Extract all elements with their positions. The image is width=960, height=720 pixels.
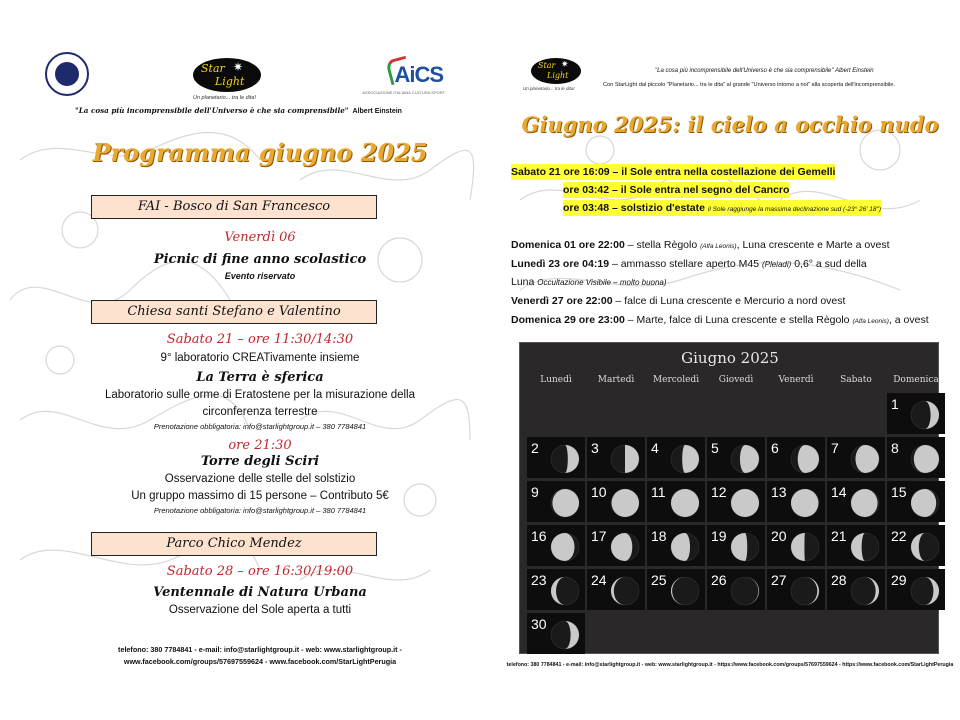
calendar-day [587,481,645,522]
calendar-day [827,437,885,478]
day-number: 17 [591,528,607,544]
weekday-header: Mercoledì [652,375,700,385]
starlight-tagline: Un planetario... tra le dita! [193,95,256,101]
weekday-header: Venerdì [778,375,814,385]
day-number: 28 [831,572,847,588]
day-number: 25 [651,572,667,588]
day-number: 11 [651,484,666,500]
venue-fai: FAI - Bosco di San Francesco [91,195,377,219]
moon-phase-icon [670,532,700,562]
moon-phase-icon [550,576,580,606]
highlight-sun-cancro: ore 03:42 – il Sole entra nel segno del Cancro [563,184,790,196]
sky-event-2: Lunedì 23 ore 04:19 – ammasso stellare aperto M45 (Pleiadi) 0,6° a sud della [511,258,867,270]
moon-phase-icon [790,532,820,562]
event1-subtitle: Evento riservato [224,271,296,281]
moon-phase-icon [910,400,940,430]
calendar-day [707,481,765,522]
event2-heading: 9° laboratorio CREATivamente insieme [160,352,360,364]
day-number: 8 [891,440,899,456]
event4-title: Ventennale di Natura Urbana [153,585,367,600]
calendar-day [887,569,945,610]
moon-phase-icon [610,532,640,562]
uai-logo [45,52,89,96]
calendar-day [887,481,945,522]
moon-phase-icon [550,488,580,518]
calendar-day [767,569,825,610]
moon-phase-icon [550,620,580,650]
moon-phase-icon [730,444,760,474]
day-number: 21 [831,528,847,544]
day-number: 12 [711,484,727,500]
calendar-day [767,481,825,522]
day-number: 9 [531,484,539,500]
aics-tagline: ASSOCIAZIONE ITALIANA CULTURA SPORT [362,90,445,95]
highlight-solstice: ore 03:48 – solstizio d'estate il Sole raggiunge la massima declinazione sud (-23° 26' 18") [563,202,881,214]
moon-phase-icon [910,488,940,518]
calendar-day [587,437,645,478]
weekday-header: Domenica [893,375,939,385]
calendar-day [887,525,945,566]
event2-text1: Laboratorio sulle orme di Eratostene per la misurazione della [104,389,416,401]
event4-text: Osservazione del Sole aperta a tutti [168,604,352,616]
calendar-day [527,481,585,522]
program-title: Programma giugno 2025 [92,138,428,167]
weekday-header: Lunedì [540,375,572,385]
day-number: 6 [771,440,779,456]
sky-event-3: Venerdì 27 ore 22:00 – falce di Luna crescente e Mercurio a nord ovest [511,295,846,307]
moon-phase-icon [610,444,640,474]
day-number: 19 [711,528,727,544]
calendar-day [527,613,585,654]
event2-booking-note: Prenotazione obbligatoria: info@starlightgroup.it – 380 7784841 [153,422,367,431]
moon-phase-icon [550,444,580,474]
calendar-day [767,437,825,478]
moon-phase-icon [550,532,580,562]
day-number: 26 [711,572,727,588]
day-number: 29 [891,572,907,588]
calendar-day [527,569,585,610]
starlight-tagline-small: Un planetario... tra le dita! [523,86,575,91]
star-icon: ✷ [561,59,569,69]
calendar-day [707,437,765,478]
day-number: 27 [771,572,787,588]
moon-phase-icon [670,488,700,518]
day-number: 22 [891,528,907,544]
day-number: 24 [591,572,607,588]
day-number: 3 [591,440,599,456]
day-number: 14 [831,484,847,500]
event2-text2: circonferenza terrestre [202,406,318,418]
moon-phase-icon [790,576,820,606]
einstein-quote-small: "La cosa più incomprensibile dell'Universo è che sia comprensibile" Albert Einstein [655,68,874,74]
left-flyer [45,40,475,680]
day-number: 18 [651,528,667,544]
day-number: 7 [831,440,839,456]
event2-title: La Terra è sferica [196,370,324,385]
calendar-day [827,525,885,566]
moon-phase-icon [910,444,940,474]
moon-phase-icon [730,532,760,562]
contact-footer-1: telefono: 380 7784841 - e-mail: info@starlightgroup.it - web: www.starlightgroup.it - [118,645,402,654]
day-number: 23 [531,572,547,588]
calendar-day [887,437,945,478]
moon-phase-icon [790,444,820,474]
calendar-day [527,525,585,566]
moon-phase-icon [910,532,940,562]
event4-date: Sabato 28 – ore 16:30/19:00 [166,564,354,579]
event3-title: Torre degli Sciri [200,454,320,469]
calendar-day [707,569,765,610]
calendar-day [527,437,585,478]
day-number: 1 [891,396,899,412]
day-number: 10 [591,484,607,500]
weekday-header: Giovedì [718,375,754,385]
aics-logo: AiCS [394,62,443,88]
calendar-day [647,481,705,522]
moon-phase-icon [670,576,700,606]
einstein-quote: "La cosa più incomprensibile dell'Universo è che sia comprensibile" Albert Einstein [75,106,402,115]
calendar-day [707,525,765,566]
day-number: 16 [531,528,547,544]
event3-text1: Osservazione delle stelle del solstizio [164,473,356,485]
sky-title: Giugno 2025: il cielo a occhio nudo [521,112,939,137]
event3-booking-note: Prenotazione obbligatoria: info@starlightgroup.it – 380 7784841 [153,506,367,515]
venue-chiesa: Chiesa santi Stefano e Valentino [91,300,377,324]
moon-phase-icon [910,576,940,606]
event2-date: Sabato 21 – ore 11:30/14:30 [166,332,354,347]
moon-phase-icon [850,488,880,518]
event1-date: Venerdì 06 [224,230,296,245]
calendar-day [647,437,705,478]
day-number: 2 [531,440,539,456]
day-number: 13 [771,484,787,500]
sky-event-2-cont: Luna Occultazione Visibile – molto buona) [511,276,667,288]
day-number: 5 [711,440,719,456]
moon-phase-icon [610,576,640,606]
day-number: 15 [891,484,907,500]
contact-footer-2: www.facebook.com/groups/57697559624 - www.facebook.com/StarLightPerugia [123,657,397,666]
moon-phase-icon [670,444,700,474]
moon-phase-icon [610,488,640,518]
calendar-day [827,569,885,610]
starlight-logo: Star ✷ Light [193,58,261,92]
contact-footer: telefono: 380 7784841 - e-mail: info@starlightgroup.it - web: www.starlightgroup.it - https://www.facebook.com/groups/57697559624 - https://www.facebook.com/StarLightPerugia [506,662,954,668]
day-number: 4 [651,440,659,456]
star-icon: ✷ [233,60,244,74]
weekday-header: Martedì [597,375,635,385]
calendar-day [887,393,945,434]
weekday-header: Sabato [840,375,872,385]
right-flyer [505,40,955,680]
highlight-sun-gemelli: Sabato 21 ore 16:09 – il Sole entra nella costellazione dei Gemelli [511,166,836,178]
day-number: 30 [531,616,547,632]
moon-calendar [519,342,939,654]
moon-phase-icon [850,576,880,606]
calendar-title: Giugno 2025 [681,349,779,367]
moon-phase-icon [850,444,880,474]
event3-time: ore 21:30 [228,438,292,453]
event1-title: Picnic di fine anno scolastico [153,252,367,267]
calendar-day [767,525,825,566]
sky-event-1: Domenica 01 ore 22:00 – stella Règolo (Alfa Leonis), Luna crescente e Marte a ovest [511,239,890,251]
calendar-day [647,569,705,610]
moon-phase-icon [850,532,880,562]
event3-text2: Un gruppo massimo di 15 persone – Contributo 5€ [131,490,389,502]
moon-phase-icon [730,488,760,518]
starlight-logo-small: Star ✷ Light [531,58,581,84]
moon-phase-icon [730,576,760,606]
moon-phase-icon [790,488,820,518]
calendar-day [647,525,705,566]
venue-parco: Parco Chico Mendez [91,532,377,556]
calendar-day [827,481,885,522]
calendar-day [587,525,645,566]
sky-event-4: Domenica 29 ore 23:00 – Marte, falce di Luna crescente e stella Règolo (Alfa Leonis), a ovest [511,314,929,326]
calendar-day [587,569,645,610]
day-number: 20 [771,528,787,544]
starlight-motto: Con StarLight dal piccolo "Planetario... tra le dita" al grande "Universo intorno a noi" alla scoperta dell'incomprensibile. [603,82,895,88]
